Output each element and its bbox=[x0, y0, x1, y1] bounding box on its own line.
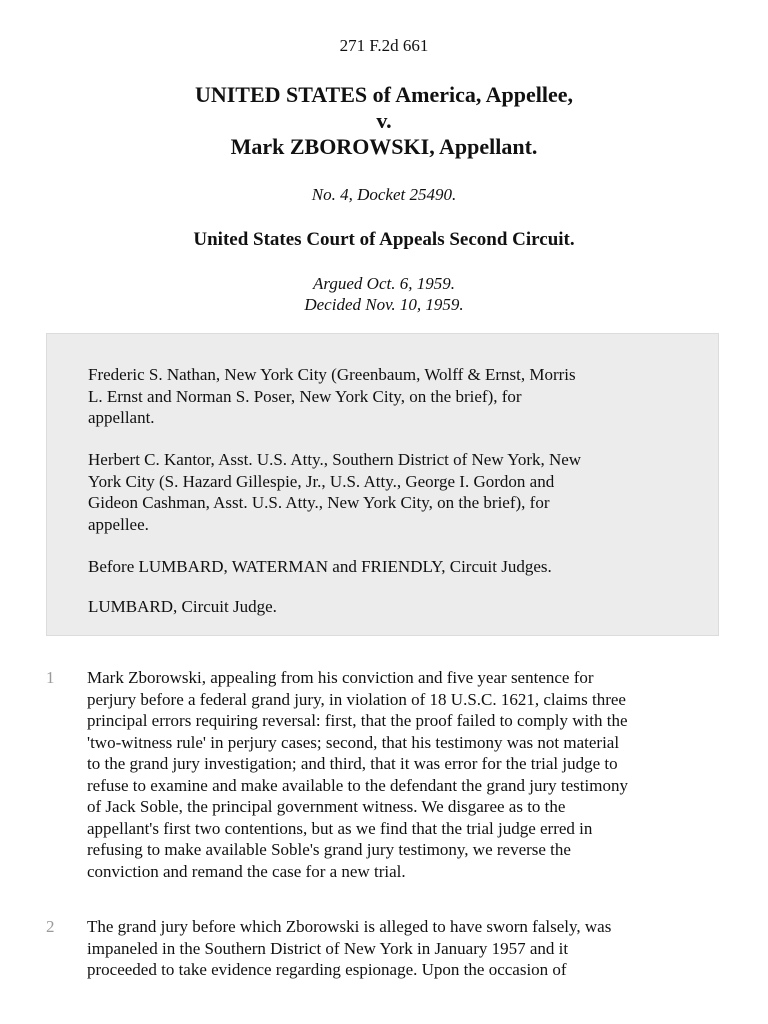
paragraph-line: of Jack Soble, the principal government witness. We disgaree as to the bbox=[87, 797, 566, 816]
paragraph-line: refuse to examine and make available to the defendant the grand jury testimony bbox=[87, 775, 628, 795]
paragraph-text bbox=[87, 667, 747, 882]
case-title bbox=[0, 82, 768, 160]
counsel-line: Before LUMBARD, WATERMAN and FRIENDLY, Circuit Judges. bbox=[88, 557, 552, 576]
paragraph-line: conviction and remand the case for a new trial. bbox=[87, 861, 406, 881]
paragraph-line: principal errors requiring reversal: first, that the proof failed to comply with the bbox=[87, 711, 628, 730]
counsel-line: appellee. bbox=[88, 514, 149, 534]
paragraph-number: 2 bbox=[46, 917, 55, 936]
title-line-versus: v. bbox=[376, 108, 392, 133]
paragraph-line: appellant's first two contentions, but as we find that the trial judge erred in bbox=[87, 818, 593, 838]
paragraph-line: impaneled in the Southern District of New York in January 1957 and it bbox=[87, 938, 569, 958]
paragraph-line: to the grand jury investigation; and third, that it was error for the trial judge to bbox=[87, 754, 618, 773]
appellee-counsel bbox=[88, 449, 688, 535]
case-citation: 271 F.2d 661 bbox=[339, 36, 429, 55]
counsel-line: York City (S. Hazard Gillespie, Jr., U.S. Atty., George I. Gordon and bbox=[88, 471, 555, 491]
panel-judges bbox=[88, 556, 688, 578]
appellant-counsel bbox=[88, 364, 688, 429]
counsel-line: appellant. bbox=[88, 408, 155, 427]
opinion-author bbox=[88, 596, 688, 618]
counsel-line: L. Ernst and Norman S. Poser, New York City, on the brief), for bbox=[88, 386, 522, 406]
counsel-line: LUMBARD, Circuit Judge. bbox=[88, 597, 277, 616]
counsel-line: Gideon Cashman, Asst. U.S. Atty., New York City, on the brief), for bbox=[88, 493, 550, 512]
counsel-line: Frederic S. Nathan, New York City (Greenbaum, Wolff & Ernst, Morris bbox=[88, 365, 576, 384]
paragraph-number: 1 bbox=[46, 668, 55, 687]
court-name: United States Court of Appeals Second Circuit. bbox=[193, 229, 575, 250]
paragraph-text bbox=[87, 916, 747, 981]
docket-number: No. 4, Docket 25490. bbox=[311, 185, 457, 204]
argued-date: Argued Oct. 6, 1959. bbox=[313, 274, 455, 293]
paragraph-line: refusing to make available Soble's grand jury testimony, we reverse the bbox=[87, 840, 571, 859]
case-dates bbox=[0, 273, 768, 315]
paragraph-line: Mark Zborowski, appealing from his conviction and five year sentence for bbox=[87, 668, 594, 687]
paragraph-line: 'two-witness rule' in perjury cases; second, that his testimony was not material bbox=[87, 732, 620, 752]
paragraph-line: perjury before a federal grand jury, in violation of 18 U.S.C. 1621, claims three bbox=[87, 689, 626, 709]
counsel-section bbox=[46, 333, 719, 636]
title-line-defendant: Mark ZBOROWSKI, Appellant. bbox=[230, 134, 538, 159]
title-line-plaintiff: UNITED STATES of America, Appellee, bbox=[194, 82, 574, 107]
paragraph-line: proceeded to take evidence regarding espionage. Upon the occasion of bbox=[87, 960, 567, 979]
decided-date: Decided Nov. 10, 1959. bbox=[304, 295, 464, 314]
paragraph-line: The grand jury before which Zborowski is alleged to have sworn falsely, was bbox=[87, 917, 612, 936]
counsel-line: Herbert C. Kantor, Asst. U.S. Atty., Southern District of New York, New bbox=[88, 450, 582, 469]
